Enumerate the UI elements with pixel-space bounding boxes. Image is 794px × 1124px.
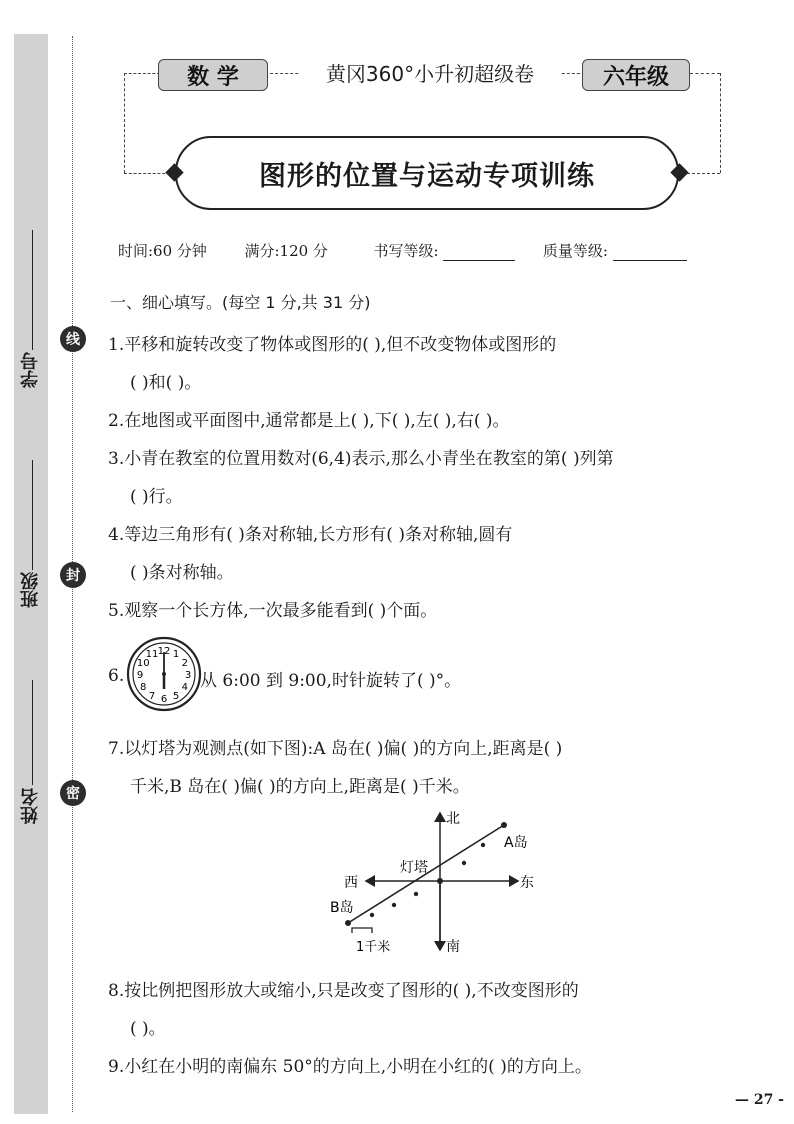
clock-number: 7 — [148, 690, 156, 702]
writing-grade-blank[interactable] — [443, 244, 515, 261]
clock-number: 10 — [136, 658, 150, 669]
clock-number: 2 — [181, 658, 188, 669]
clock-number: 8 — [140, 682, 147, 693]
student-id-field — [14, 230, 48, 400]
seal-seal: 封 — [60, 562, 86, 588]
question-6: 从 6:00 到 9:00,时针旋转了( )°。 — [200, 671, 462, 691]
exam-info-row — [118, 240, 687, 261]
question-4-line-1: 4.等边三角形有( )条对称轴,长方形有( )条对称轴,圆有 — [108, 525, 513, 545]
question-9: 9.小红在小明的南偏东 50°的方向上,小明在小红的( )的方向上。 — [108, 1057, 592, 1077]
lighthouse-label: 灯塔 — [400, 860, 428, 876]
seal-line: 线 — [60, 326, 86, 352]
south-label: 南 — [446, 939, 460, 955]
page-number: — 27 - — [734, 1092, 784, 1108]
clock-number: 11 — [145, 649, 159, 661]
class-label: 班级 — [20, 572, 41, 608]
north-label: 北 — [446, 811, 460, 827]
name-label: 姓名 — [20, 788, 41, 824]
west-label: 西 — [344, 875, 358, 891]
section-heading: 一、细心填写。(每空 1 分,共 31 分) — [110, 293, 371, 312]
lighthouse-point — [437, 878, 443, 884]
full-score-info: 满分:120 分 — [244, 242, 328, 260]
clock-number: 3 — [184, 670, 192, 681]
writing-grade-label: 书写等级: — [373, 242, 439, 260]
question-5: 5.观察一个长方体,一次最多能看到( )个面。 — [108, 601, 438, 621]
subject-badge: 数 学 — [158, 59, 268, 91]
scale-label: 1千米 — [356, 940, 391, 955]
question-2: 2.在地图或平面图中,通常都是上( ),下( ),左( ),右( )。 — [108, 411, 510, 431]
island-b-label: B岛 — [330, 900, 354, 916]
time-info: 时间:60 分钟 — [118, 242, 207, 260]
question-7-line-2: 千米,B 岛在( )偏( )的方向上,距离是( )千米。 — [130, 777, 470, 797]
clock-number: 1 — [172, 649, 180, 661]
seal-secret: 密 — [60, 780, 86, 806]
clock-number: 5 — [172, 690, 180, 702]
island-a-point — [501, 822, 507, 828]
clock-number: 4 — [181, 682, 188, 693]
clock-number: 9 — [136, 670, 144, 681]
question-1-line-2: ( )和( )。 — [130, 373, 202, 393]
quality-grade-blank[interactable] — [613, 244, 687, 261]
grade-badge: 六年级 — [582, 59, 690, 91]
question-8-line-2: ( )。 — [130, 1019, 166, 1039]
question-3-line-1: 3.小青在教室的位置用数对(6,4)表示,那么小青坐在教室的第( )列第 — [108, 449, 614, 469]
question-1-line-1: 1.平移和旋转改变了物体或图形的( ),但不改变物体或图形的 — [108, 335, 557, 355]
question-4-line-2: ( )条对称轴。 — [130, 563, 234, 583]
scale-bar — [352, 928, 372, 933]
series-title: 黄冈360°小升初超级卷 — [300, 60, 560, 88]
east-label: 东 — [520, 875, 534, 891]
lighthouse-direction-diagram — [320, 805, 540, 957]
clock-number: 12 — [157, 646, 171, 657]
class-field — [14, 460, 48, 630]
student-id-label: 学号 — [20, 352, 41, 388]
page-title: 图形的位置与运动专项训练 — [175, 136, 679, 210]
clock-figure — [126, 635, 202, 713]
question-3-line-2: ( )行。 — [130, 487, 183, 507]
quality-grade-label: 质量等级: — [542, 242, 608, 260]
island-b-point — [345, 920, 351, 926]
question-7-line-1: 7.以灯塔为观测点(如下图):A 岛在( )偏( )的方向上,距离是( ) — [108, 739, 563, 759]
question-8-line-1: 8.按比例把图形放大或缩小,只是改变了图形的( ),不改变图形的 — [108, 981, 579, 1001]
clock-number: 6 — [160, 694, 168, 705]
clock-center — [162, 672, 166, 676]
question-6-number: 6. — [108, 666, 125, 686]
name-field — [14, 680, 48, 850]
island-a-label: A岛 — [504, 835, 528, 851]
